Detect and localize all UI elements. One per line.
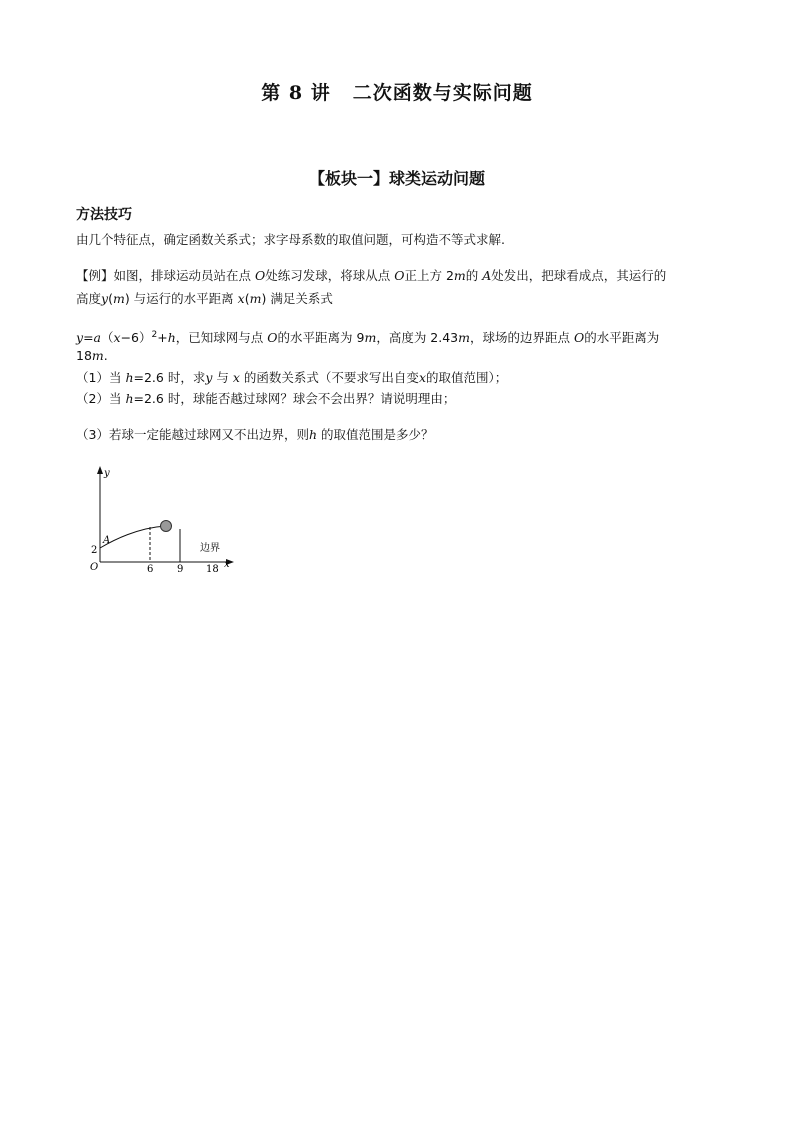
point-a-label: A bbox=[103, 535, 111, 546]
ball bbox=[161, 521, 172, 532]
y-tick-label: 2 bbox=[91, 545, 98, 556]
page-title bbox=[0, 78, 794, 105]
y-axis-label: y bbox=[104, 468, 110, 479]
x-axis-label: x bbox=[224, 559, 230, 570]
x-tick-6: 6 bbox=[147, 564, 154, 574]
example-line-4: 18m. bbox=[76, 348, 108, 363]
question-3: （3）若球一定能越过球网又不出边界，则h 的取值范围是多少？ bbox=[76, 427, 434, 442]
example-line-1: 【例】如图，排球运动员站在点 O处练习发球，将球从点 O正上方 2m的 A处发出，把球看成点，其运行的 bbox=[76, 268, 667, 283]
title-lecture: 第 8 讲 bbox=[261, 82, 331, 104]
question-1: （1）当 h=2.6 时，求y 与 x 的函数关系式（不要求写出自变x的取值范围）； bbox=[76, 370, 508, 385]
example-line-3: $y=a(x-6)^2+h$，已知球网与点 O的水平距离为 9m，高度为 2.43m，球场的边界距点 O的水平距离为 bbox=[76, 330, 660, 346]
boundary-label: 边界 bbox=[200, 543, 220, 554]
section-heading: 【板块一】球类运动问题 bbox=[308, 169, 485, 188]
y-axis-arrow bbox=[97, 466, 103, 474]
title-topic: 二次函数与实际问题 bbox=[352, 82, 533, 104]
method-heading: 方法技巧 bbox=[76, 207, 132, 223]
x-tick-9: 9 bbox=[177, 564, 184, 574]
example-line-2: 高度y(m) 与运行的水平距离 x(m) 满足关系式 bbox=[76, 291, 333, 306]
x-tick-18: 18 bbox=[206, 564, 219, 574]
volleyball-diagram bbox=[84, 462, 244, 574]
method-text: 由几个特征点，确定函数关系式；求字母系数的取值问题，可构造不等式求解. bbox=[76, 232, 505, 247]
origin-label: O bbox=[90, 562, 99, 573]
question-2: （2）当 h=2.6 时，球能否越过球网？球会不会出界？请说明理由； bbox=[76, 391, 456, 406]
